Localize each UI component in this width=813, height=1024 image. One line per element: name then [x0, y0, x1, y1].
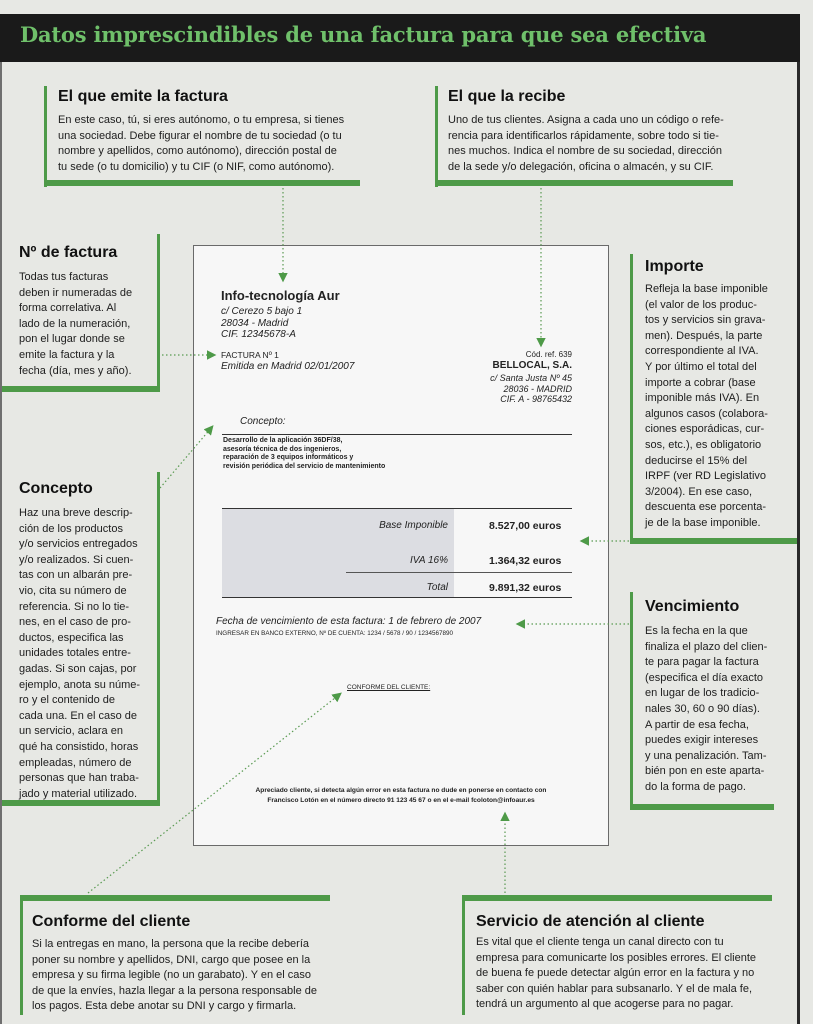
- text-line: los pagos. Esta debe anotar su DNI y cargo y firmarla.: [32, 1000, 297, 1013]
- numero-heading: Nº de factura: [19, 244, 118, 261]
- text-line: ro y el contenido de: [19, 694, 116, 707]
- emisor-bracket-bottom: [44, 180, 360, 186]
- concepto-text: [19, 506, 140, 802]
- issuer-address: [221, 306, 302, 341]
- text-line: de buena fe puede detectar algún error en la factura y no: [476, 967, 755, 980]
- text-line: ejemplo, anota su núme-: [19, 678, 141, 691]
- text-line: fecha (día, mes y año).: [19, 364, 132, 377]
- text-line: sos, etc.), es obligatorio: [645, 438, 762, 451]
- text-line: ción de los productos: [19, 522, 123, 535]
- iva-label: IVA 16%: [410, 555, 448, 566]
- conforme-text: [32, 937, 317, 1015]
- address-line: 28036 - MADRID: [503, 383, 572, 394]
- text-line: men). Después, la parte: [645, 329, 763, 342]
- address-line: c/ Santa Justa Nº 45: [490, 373, 572, 383]
- text-line: deducirse el 15% del: [645, 454, 748, 467]
- text-line: poner su nombre y apellidos, DNI, cargo que posee en la: [32, 953, 311, 966]
- text-line: descuenta ese porcenta-: [645, 501, 767, 514]
- text-line: algunos casos (colabora-: [645, 407, 768, 420]
- total-value: 9.891,32 euros: [489, 582, 562, 594]
- address-line: CIF. 12345678-A: [221, 329, 296, 340]
- text-line: imponible más IVA). En: [645, 392, 760, 405]
- text-line: lado de la numeración,: [19, 317, 131, 330]
- text-line: Si la entregas en mano, la persona que la recibe debería: [32, 938, 310, 950]
- servicio-bracket-top: [462, 895, 772, 901]
- concept-line: reparación de 3 equipos informáticos y: [223, 454, 354, 461]
- invoice-sheet: [193, 245, 609, 846]
- receptor-heading: El que la recibe: [448, 88, 566, 105]
- text-line: tu sede (o tu domicilio) y tu CIF (o NIF, como autónomo).: [58, 160, 335, 173]
- vencimiento-text: [645, 624, 767, 796]
- text-line: vio, cita su número de: [19, 584, 127, 597]
- text-line: correspondiente al IVA.: [645, 345, 759, 358]
- payment-info: INGRESAR EN BANCO EXTERNO, Nº DE CUENTA: 1234 / 5678 / 90 / 1234567890: [216, 630, 454, 637]
- concept-label: Concepto:: [240, 416, 286, 427]
- text-line: pon el lugar donde se: [19, 333, 125, 346]
- text-line: En este caso, tú, si eres autónomo, o tu empresa, si tienes: [58, 114, 345, 126]
- receptor-bracket-bottom: [435, 180, 733, 186]
- text-line: deben ir numeradas de: [19, 286, 133, 299]
- servicio-text: [476, 935, 756, 1013]
- text-line: y/o servicios entregados: [19, 538, 138, 551]
- servicio-heading: Servicio de atención al cliente: [476, 913, 705, 930]
- text-line: tas con un albarán pre-: [19, 569, 133, 582]
- text-line: unidades totales entre-: [19, 647, 131, 660]
- footer-contact: [194, 786, 608, 806]
- text-line: importe a cobrar (base: [645, 376, 756, 389]
- text-line: empresa y su firma legible (no un garabato). Y en el caso: [32, 969, 312, 982]
- text-line: nes muchos. Indica el nombre de su sociedad, dirección: [448, 145, 722, 158]
- text-line: ductos, especifica las: [19, 631, 124, 644]
- text-line: de que la envíes, hazla llegar a la persona responsable de: [32, 984, 317, 997]
- address-line: c/ Cerezo 5 bajo 1: [221, 306, 303, 317]
- address-line: CIF. A - 98765432: [500, 394, 572, 404]
- vencimiento-bracket-bottom: [630, 804, 774, 810]
- concept-rule: [222, 434, 572, 435]
- conforme-label: CONFORME DEL CLIENTE:: [347, 684, 431, 691]
- text-line: cada una. En el caso de: [19, 709, 138, 722]
- invoice-issued: Emitida en Madrid 02/01/2007: [221, 361, 355, 372]
- text-line: Haz una breve descrip-: [19, 507, 133, 519]
- text-line: un servicio, aclara en: [19, 725, 123, 738]
- text-line: jado y material utilizado.: [19, 787, 138, 800]
- invoice-number: FACTURA Nº 1: [221, 350, 279, 360]
- page-title: Datos imprescindibles de una factura para que sea efectiva: [20, 22, 707, 47]
- text-line: de la sede y/o delegación, oficina o almacén, y su CIF.: [448, 160, 714, 173]
- text-line: y/o realizados. Si cuen-: [19, 553, 134, 566]
- text-line: finaliza el plazo del clien-: [645, 640, 768, 653]
- emisor-text: [58, 113, 344, 175]
- text-line: qué ha consistido, horas: [19, 740, 139, 753]
- client-address: [490, 373, 572, 405]
- concept-description: [223, 437, 385, 471]
- text-line: Todas tus facturas: [19, 271, 109, 283]
- concepto-heading: Concepto: [19, 480, 93, 497]
- text-line: personas que han traba-: [19, 772, 139, 785]
- text-line: Uno de tus clientes. Asigna a cada uno un código o refe-: [448, 114, 724, 126]
- conforme-bracket-left: [20, 895, 23, 1015]
- emisor-bracket-left: [44, 86, 47, 187]
- text-line: nes, en el caso de pro-: [19, 616, 131, 629]
- emisor-heading: El que emite la factura: [58, 88, 228, 105]
- text-line: 3/2004). En ese caso,: [645, 485, 753, 498]
- text-line: Y por último el total del: [645, 360, 757, 373]
- conforme-bracket-top: [20, 895, 330, 901]
- client-ref: Cód. ref. 639: [525, 350, 572, 359]
- vencimiento-bracket-left: [630, 592, 633, 810]
- footer-line: Apreciado cliente, si detecta algún error en esta factura no dude en ponerse en contacto con: [255, 787, 547, 794]
- concepto-bracket-right: [157, 472, 160, 806]
- right-border: [797, 62, 800, 1024]
- text-line: IRPF (ver RD Legislativo: [645, 470, 767, 483]
- footer-line: Francisco Lotón en el número directo 91 123 45 67 o en el e-mail fcoloton@infoaur.es: [267, 797, 535, 804]
- due-date: Fecha de vencimiento de esta factura: 1 de febrero de 2007: [216, 616, 482, 627]
- conforme-heading: Conforme del cliente: [32, 913, 191, 930]
- text-line: tendrá un argumento al que acogerse para no pagar.: [476, 998, 734, 1011]
- address-line: 28034 - Madrid: [221, 317, 289, 329]
- text-line: gadas. Si son cajas, por: [19, 662, 137, 675]
- text-line: nombre y apellidos, como autónomo), dirección postal de: [58, 145, 337, 158]
- concept-line: revisión periódica del servicio de mantenimiento: [223, 462, 386, 470]
- numero-text: [19, 270, 132, 379]
- text-line: empleadas, número de: [19, 756, 132, 769]
- importe-bracket-left: [630, 254, 633, 544]
- text-line: rencia para identificarlos rápidamente, sobre todo si tie-: [448, 129, 719, 142]
- text-line: empresa para comunicarte los posibles errores. El cliente: [476, 951, 757, 964]
- receptor-bracket-left: [435, 86, 438, 187]
- receptor-text: [448, 113, 724, 175]
- iva-value: 1.364,32 euros: [489, 555, 562, 567]
- base-value: 8.527,00 euros: [489, 520, 562, 532]
- concept-line: Desarrollo de la aplicación 36DF/38,: [223, 437, 343, 444]
- text-line: forma correlativa. Al: [19, 302, 117, 315]
- servicio-bracket-left: [462, 895, 465, 1015]
- text-line: Refleja la base imponible: [645, 283, 768, 295]
- text-line: referencia. Si no lo tie-: [19, 600, 130, 613]
- text-line: en lugar de los tradicio-: [645, 687, 760, 700]
- totals-rule-bottom: [222, 597, 572, 598]
- numero-bracket-bottom: [2, 386, 160, 392]
- totals-rule-mid: [346, 572, 572, 573]
- text-line: (el valor de los produc-: [645, 298, 757, 311]
- issuer-name: Info-tecnología Aur: [221, 288, 340, 303]
- concept-line: asesoría técnica de dos ingenieros,: [223, 445, 342, 453]
- left-border: [0, 62, 2, 1024]
- text-line: tos y servicios sin grava-: [645, 314, 766, 327]
- numero-bracket-right: [157, 234, 160, 392]
- client-name: BELLOCAL, S.A.: [492, 360, 572, 371]
- text-line: bién pon en este aparta-: [645, 765, 765, 778]
- text-line: nales 30, 60 o 90 días).: [645, 702, 760, 715]
- importe-bracket-bottom: [630, 538, 797, 544]
- text-line: do la forma de pago.: [645, 780, 746, 793]
- total-label: Total: [426, 582, 448, 593]
- text-line: je de la base imponible.: [645, 516, 761, 529]
- importe-heading: Importe: [645, 258, 704, 275]
- text-line: A partir de esa fecha,: [645, 718, 749, 731]
- text-line: una sociedad. Debe figurar el nombre de tu sociedad (o tu: [58, 129, 342, 142]
- importe-text: [645, 282, 768, 532]
- text-line: saber con quién hablar para subsanarlo. Y el de mala fe,: [476, 982, 752, 995]
- text-line: te para pagar la factura: [645, 656, 759, 669]
- vencimiento-heading: Vencimiento: [645, 598, 740, 615]
- base-label: Base Imponible: [379, 520, 448, 531]
- text-line: ciones esporádicas, cur-: [645, 423, 765, 436]
- text-line: (especifica el día exacto: [645, 671, 764, 684]
- text-line: puedes exigir intereses: [645, 734, 759, 747]
- text-line: emite la factura y la: [19, 348, 115, 361]
- text-line: Es la fecha en la que: [645, 625, 748, 637]
- text-line: Es vital que el cliente tenga un canal directo con tu: [476, 936, 724, 948]
- text-line: y una penalización. Tam-: [645, 749, 767, 762]
